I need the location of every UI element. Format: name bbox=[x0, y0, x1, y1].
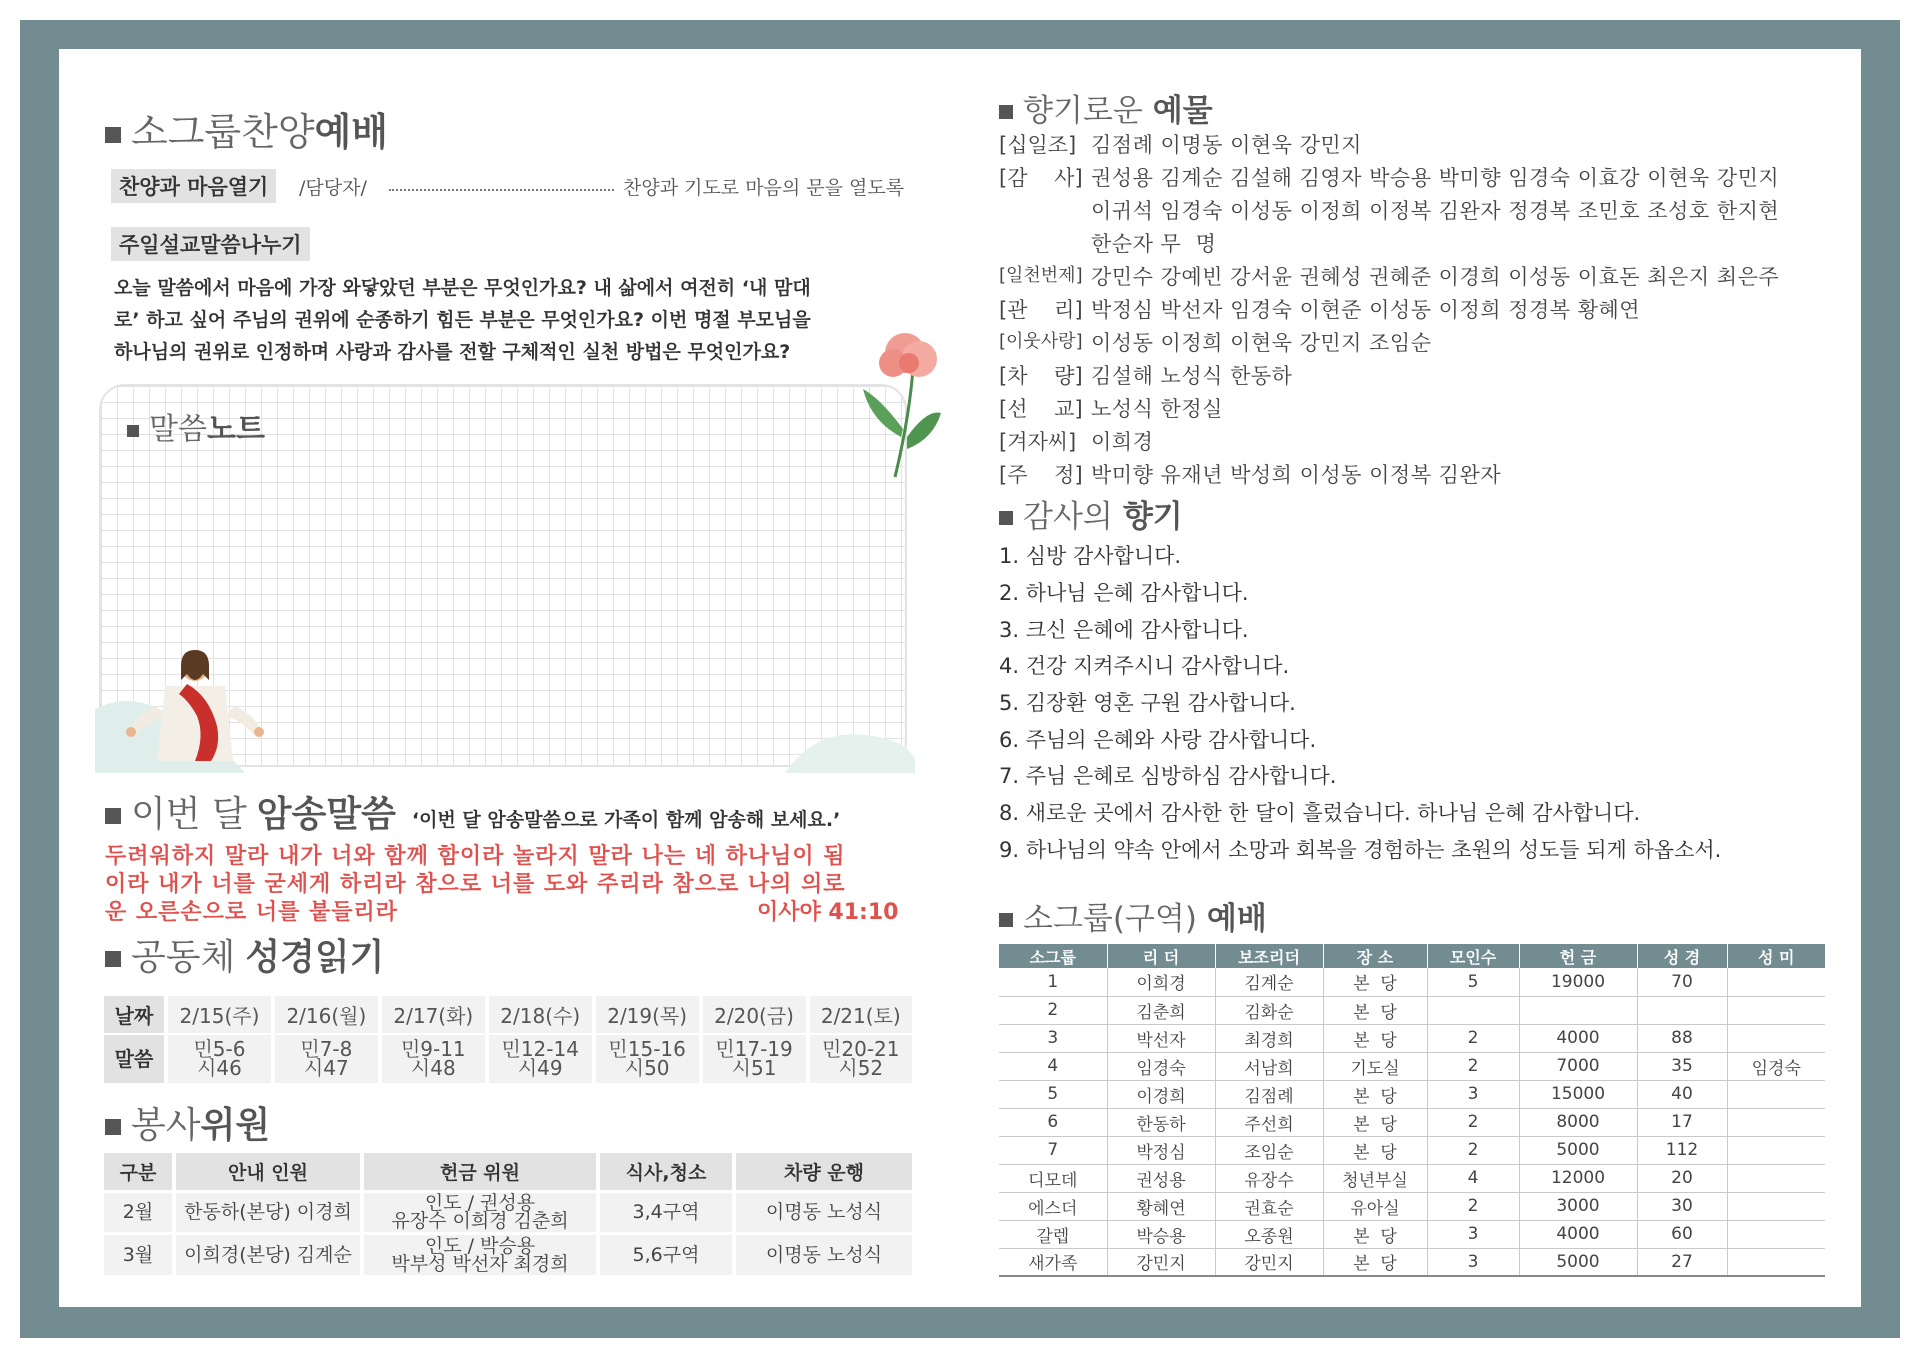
reading-cell bbox=[380, 1034, 487, 1084]
group-subleader: 강민지 bbox=[1215, 1248, 1323, 1276]
group-row bbox=[999, 1108, 1825, 1136]
bible-title-light: 공동체 bbox=[131, 937, 236, 978]
group-leader: 임경숙 bbox=[1107, 1052, 1215, 1080]
sermon-badge: 주일설교말씀나누기 bbox=[111, 227, 310, 261]
group-name: 6 bbox=[999, 1108, 1107, 1136]
group-bible bbox=[1637, 996, 1727, 1024]
group-header: 소그룹 bbox=[999, 944, 1107, 968]
offering-row-thousand bbox=[999, 261, 1779, 291]
group-bible: 17 bbox=[1637, 1108, 1727, 1136]
service-header: 차량 운행 bbox=[734, 1153, 912, 1191]
small-group-table bbox=[999, 944, 1825, 1277]
reading-numbers: 민20-21 bbox=[822, 1037, 900, 1061]
offering-category: [주 정] bbox=[999, 463, 1083, 487]
group-attendance: 3 bbox=[1427, 1080, 1519, 1108]
group-attendance: 3 bbox=[1427, 1220, 1519, 1248]
offering-members: 유장수 이희경 김춘희 bbox=[391, 1210, 569, 1232]
dotted-leader bbox=[389, 189, 614, 191]
service-car: 이명동 노성식 bbox=[734, 1233, 912, 1275]
reading-cell bbox=[487, 1034, 594, 1084]
offering-category: [차 량] bbox=[999, 364, 1083, 388]
offering-row-vehicle bbox=[999, 360, 1292, 390]
offering-category: [감 사] bbox=[999, 166, 1083, 190]
group-header-row bbox=[999, 944, 1825, 968]
praise-badge: 찬양과 마음열기 bbox=[111, 169, 276, 203]
group-leader: 이경희 bbox=[1107, 1080, 1215, 1108]
group-subleader: 서남희 bbox=[1215, 1052, 1323, 1080]
square-bullet-icon bbox=[105, 808, 121, 824]
reading-numbers: 민7-8 bbox=[300, 1037, 353, 1061]
memory-verse-line-3: 운 오른손으로 너를 붙들리라 bbox=[105, 900, 399, 925]
offering-category-spacer bbox=[999, 195, 1091, 225]
group-row bbox=[999, 1248, 1825, 1276]
square-bullet-icon bbox=[127, 425, 139, 437]
reading-date: 2/15(주) bbox=[166, 996, 273, 1034]
service-month: 3월 bbox=[104, 1233, 174, 1275]
group-leader: 한동하 bbox=[1107, 1108, 1215, 1136]
reading-psalm: 시50 bbox=[624, 1056, 670, 1080]
service-section-title bbox=[105, 1097, 270, 1148]
thanks-title-light: 감사의 bbox=[1023, 499, 1113, 535]
thanks-title-bold: 향기 bbox=[1122, 499, 1183, 535]
service-committee-table bbox=[104, 1153, 912, 1275]
group-name: 7 bbox=[999, 1136, 1107, 1164]
offering-row-management bbox=[999, 294, 1640, 324]
group-place: 본 당 bbox=[1323, 1136, 1427, 1164]
offering-names: 김설해 노성식 한동하 bbox=[1091, 364, 1293, 388]
square-bullet-icon bbox=[999, 105, 1013, 119]
offering-members: 박부성 박선자 최경희 bbox=[391, 1252, 569, 1275]
group-attendance: 3 bbox=[1427, 1248, 1519, 1276]
group-name: 3 bbox=[999, 1024, 1107, 1052]
bible-reading-table bbox=[104, 996, 912, 1085]
group-row bbox=[999, 1052, 1825, 1080]
offering-leader: 인도 / 권성용 bbox=[424, 1192, 536, 1214]
discussion-question-3: 하나님의 권위로 인정하며 사랑과 감사를 전할 구체적인 실천 방법은 무엇인가요? bbox=[114, 341, 791, 363]
group-place: 본 당 bbox=[1323, 1024, 1427, 1052]
offering-names: 이성동 이정희 이현욱 강민지 조임순 bbox=[1091, 331, 1432, 355]
reading-numbers: 민5-6 bbox=[193, 1037, 246, 1061]
group-subleader: 최경희 bbox=[1215, 1024, 1323, 1052]
group-attendance: 2 bbox=[1427, 1024, 1519, 1052]
group-offering: 8000 bbox=[1519, 1108, 1637, 1136]
group-place: 유아실 bbox=[1323, 1192, 1427, 1220]
service-car: 이명동 노성식 bbox=[734, 1191, 912, 1233]
offering-names: 이귀석 임경숙 이성동 이정희 이정복 김완자 정경복 조민호 조성호 한지현 bbox=[1091, 199, 1780, 223]
thanks-item: 2. 하나님 은혜 감사합니다. bbox=[999, 581, 1249, 605]
memory-subtitle: ‘이번 달 암송말씀으로 가족이 함께 암송해 보세요.’ bbox=[411, 809, 841, 831]
group-row bbox=[999, 1024, 1825, 1052]
reading-cell bbox=[808, 1034, 912, 1084]
service-row bbox=[104, 1191, 912, 1233]
worship-section-title bbox=[105, 101, 388, 156]
service-title-light: 봉사 bbox=[131, 1105, 201, 1146]
group-bible: 20 bbox=[1637, 1164, 1727, 1192]
thanks-item: 7. 주님 은혜로 심방하심 감사합니다. bbox=[999, 764, 1337, 788]
offering-category: [일천번제] bbox=[999, 265, 1083, 286]
jesus-illustration-icon bbox=[125, 646, 265, 761]
thanks-item: 4. 건강 지켜주시니 감사합니다. bbox=[999, 654, 1290, 678]
offering-leader: 인도 / 박승용 bbox=[424, 1234, 536, 1257]
reading-psalm: 시52 bbox=[838, 1056, 884, 1080]
group-leader: 황혜연 bbox=[1107, 1192, 1215, 1220]
group-place: 본 당 bbox=[1323, 1248, 1427, 1276]
group-rice bbox=[1727, 1220, 1825, 1248]
date-row bbox=[104, 996, 912, 1034]
group-bible: 60 bbox=[1637, 1220, 1727, 1248]
group-leader: 권성용 bbox=[1107, 1164, 1215, 1192]
group-header: 리 더 bbox=[1107, 944, 1215, 968]
group-offering: 5000 bbox=[1519, 1136, 1637, 1164]
discussion-question-1: 오늘 말씀에서 마음에 가장 와닿았던 부분은 무엇인가요? 내 삶에서 여전히 ‘내 맘대 bbox=[114, 277, 811, 299]
group-bible: 27 bbox=[1637, 1248, 1727, 1276]
reading-date: 2/17(화) bbox=[380, 996, 487, 1034]
group-subleader: 김점례 bbox=[1215, 1080, 1323, 1108]
memory-title-bold: 암송말씀 bbox=[256, 794, 396, 835]
thanks-item: 9. 하나님의 약속 안에서 소망과 회복을 경험하는 초원의 성도들 되게 하옵소서. bbox=[999, 838, 1722, 862]
group-place: 청년부실 bbox=[1323, 1164, 1427, 1192]
service-header: 구분 bbox=[104, 1153, 174, 1191]
group-row bbox=[999, 1220, 1825, 1248]
group-header: 성 경 bbox=[1637, 944, 1727, 968]
group-leader: 박정심 bbox=[1107, 1136, 1215, 1164]
reading-date: 2/16(월) bbox=[273, 996, 380, 1034]
thanks-item: 1. 심방 감사합니다. bbox=[999, 544, 1182, 568]
group-offering: 5000 bbox=[1519, 1248, 1637, 1276]
discussion-question-2: 로’ 하고 싶어 주님의 권위에 순종하기 힘든 부분은 무엇인가요? 이번 명절 부모님을 bbox=[114, 309, 811, 331]
group-rice bbox=[1727, 1108, 1825, 1136]
reading-cell bbox=[701, 1034, 808, 1084]
square-bullet-icon bbox=[105, 127, 121, 143]
reading-row bbox=[104, 1034, 912, 1084]
group-header: 모인수 bbox=[1427, 944, 1519, 968]
group-offering: 4000 bbox=[1519, 1220, 1637, 1248]
note-title-bold: 노트 bbox=[206, 412, 265, 447]
group-name: 1 bbox=[999, 968, 1107, 996]
group-header: 성 미 bbox=[1727, 944, 1825, 968]
service-meal: 5,6구역 bbox=[598, 1233, 734, 1275]
group-leader: 강민지 bbox=[1107, 1248, 1215, 1276]
square-bullet-icon bbox=[999, 913, 1013, 927]
praise-description: 찬양과 기도로 마음의 문을 열도록 bbox=[623, 177, 905, 199]
offerings-title-light: 향기로운 bbox=[1023, 93, 1143, 129]
group-attendance: 2 bbox=[1427, 1192, 1519, 1220]
group-row bbox=[999, 1192, 1825, 1220]
offering-names: 권성용 김계순 김설해 김영자 박승용 박미향 임경숙 이효강 이현욱 강민지 bbox=[1091, 166, 1780, 190]
group-bible: 112 bbox=[1637, 1136, 1727, 1164]
reading-date: 2/18(수) bbox=[487, 996, 594, 1034]
group-leader: 박선자 bbox=[1107, 1024, 1215, 1052]
groups-title-bold: 예배 bbox=[1206, 901, 1267, 937]
reading-psalm: 시51 bbox=[731, 1056, 777, 1080]
memory-verse-line-1: 두려워하지 말라 내가 너와 함께 함이라 놀라지 말라 나는 네 하나님이 됨 bbox=[105, 844, 846, 869]
praise-manager: /담당자/ bbox=[299, 177, 367, 199]
group-offering: 12000 bbox=[1519, 1164, 1637, 1192]
groups-section-title bbox=[999, 893, 1267, 938]
square-bullet-icon bbox=[105, 1119, 121, 1135]
group-name: 디모데 bbox=[999, 1164, 1107, 1192]
service-offering bbox=[362, 1233, 598, 1275]
reading-psalm: 시48 bbox=[410, 1056, 456, 1080]
offering-row-weekly bbox=[999, 459, 1501, 489]
group-rice bbox=[1727, 1136, 1825, 1164]
group-place: 본 당 bbox=[1323, 1080, 1427, 1108]
group-rice: 임경숙 bbox=[1727, 1052, 1825, 1080]
offering-names: 노성식 한정실 bbox=[1091, 397, 1223, 421]
service-row bbox=[104, 1233, 912, 1275]
service-header: 안내 인원 bbox=[174, 1153, 362, 1191]
square-bullet-icon bbox=[999, 511, 1013, 525]
group-offering: 7000 bbox=[1519, 1052, 1637, 1080]
thanks-item: 8. 새로운 곳에서 감사한 한 달이 흘렀습니다. 하나님 은혜 감사합니다. bbox=[999, 801, 1641, 825]
reading-psalm: 시49 bbox=[517, 1056, 563, 1080]
reading-psalm: 시46 bbox=[197, 1056, 242, 1080]
service-month: 2월 bbox=[104, 1191, 174, 1233]
service-title-bold: 위원 bbox=[200, 1105, 271, 1146]
offering-row-thanks bbox=[999, 162, 1779, 192]
group-offering: 19000 bbox=[1519, 968, 1637, 996]
offering-row-thanks-cont bbox=[999, 195, 1779, 225]
group-name: 5 bbox=[999, 1080, 1107, 1108]
reading-numbers: 민15-16 bbox=[608, 1037, 686, 1061]
worship-title-light: 소그룹찬양 bbox=[131, 110, 315, 154]
group-row bbox=[999, 1080, 1825, 1108]
group-subleader: 오종원 bbox=[1215, 1220, 1323, 1248]
group-place: 본 당 bbox=[1323, 1220, 1427, 1248]
service-guide: 이희경(본당) 김계순 bbox=[174, 1233, 362, 1275]
group-rice bbox=[1727, 1248, 1825, 1276]
offering-names: 한순자 무 명 bbox=[1091, 232, 1217, 256]
offerings-section-title bbox=[999, 85, 1213, 130]
bulletin-page bbox=[59, 49, 1861, 1307]
date-header: 날짜 bbox=[104, 996, 166, 1034]
group-row bbox=[999, 968, 1825, 996]
offering-names: 김점례 이명동 이현욱 강민지 bbox=[1091, 133, 1362, 157]
offering-category-spacer bbox=[999, 228, 1091, 258]
group-subleader: 주선희 bbox=[1215, 1108, 1323, 1136]
group-offering: 3000 bbox=[1519, 1192, 1637, 1220]
reading-numbers: 민17-19 bbox=[715, 1037, 793, 1061]
service-header: 헌금 위원 bbox=[362, 1153, 598, 1191]
reading-date: 2/21(토) bbox=[808, 996, 912, 1034]
thanks-item: 3. 크신 은혜에 감사합니다. bbox=[999, 618, 1249, 642]
offering-names: 박미향 유재년 박성희 이성동 이정복 김완자 bbox=[1091, 463, 1502, 487]
offering-names: 이희경 bbox=[1091, 430, 1154, 454]
memory-title-light: 이번 달 bbox=[131, 794, 247, 835]
offering-row-thanks-cont bbox=[999, 228, 1216, 258]
offering-names: 강민수 강예빈 강서윤 권혜성 권혜준 이경희 이성동 이효돈 최은지 최은주 bbox=[1091, 265, 1780, 289]
memory-verse-reference: 이사야 41:10 bbox=[757, 900, 899, 925]
group-leader: 이희경 bbox=[1107, 968, 1215, 996]
service-header: 식사,청소 bbox=[598, 1153, 734, 1191]
group-table-body bbox=[999, 968, 1825, 1276]
group-subleader: 권효순 bbox=[1215, 1192, 1323, 1220]
reading-cell bbox=[166, 1034, 273, 1084]
group-name: 갈렙 bbox=[999, 1220, 1107, 1248]
group-rice bbox=[1727, 1192, 1825, 1220]
reading-date: 2/19(목) bbox=[594, 996, 701, 1034]
group-rice bbox=[1727, 968, 1825, 996]
group-row bbox=[999, 1164, 1825, 1192]
square-bullet-icon bbox=[105, 951, 121, 967]
group-row bbox=[999, 1136, 1825, 1164]
offerings-title-bold: 예물 bbox=[1152, 93, 1213, 129]
thanks-item: 6. 주님의 은혜와 사랑 감사합니다. bbox=[999, 728, 1317, 752]
group-leader: 박승용 bbox=[1107, 1220, 1215, 1248]
offering-row-neighbor bbox=[999, 327, 1432, 357]
group-offering bbox=[1519, 996, 1637, 1024]
group-subleader: 김화순 bbox=[1215, 996, 1323, 1024]
group-leader: 김춘희 bbox=[1107, 996, 1215, 1024]
group-attendance: 4 bbox=[1427, 1164, 1519, 1192]
offering-names: 박정심 박선자 임경숙 이현준 이성동 이정희 정경복 황혜연 bbox=[1091, 298, 1641, 322]
service-header-row bbox=[104, 1153, 912, 1191]
group-attendance: 2 bbox=[1427, 1108, 1519, 1136]
offering-category: [겨자씨] bbox=[999, 430, 1077, 454]
group-rice bbox=[1727, 1024, 1825, 1052]
group-rice bbox=[1727, 996, 1825, 1024]
service-guide: 한동하(본당) 이경희 bbox=[174, 1191, 362, 1233]
reading-cell bbox=[273, 1034, 380, 1084]
reading-cell bbox=[594, 1034, 701, 1084]
offering-row-mustard bbox=[999, 426, 1153, 456]
group-attendance: 2 bbox=[1427, 1052, 1519, 1080]
group-bible: 88 bbox=[1637, 1024, 1727, 1052]
group-attendance: 5 bbox=[1427, 968, 1519, 996]
group-subleader: 유장수 bbox=[1215, 1164, 1323, 1192]
offering-category: [관 리] bbox=[999, 298, 1083, 322]
group-place: 기도실 bbox=[1323, 1052, 1427, 1080]
group-header: 보조리더 bbox=[1215, 944, 1323, 968]
reading-psalm: 시47 bbox=[303, 1056, 349, 1080]
offering-category: [선 교] bbox=[999, 397, 1083, 421]
group-attendance bbox=[1427, 996, 1519, 1024]
reading-numbers: 민9-11 bbox=[400, 1037, 466, 1061]
note-title-light: 말씀 bbox=[149, 412, 207, 447]
group-header: 장 소 bbox=[1323, 944, 1427, 968]
group-bible: 40 bbox=[1637, 1080, 1727, 1108]
groups-title-light: 소그룹(구역) bbox=[1023, 901, 1197, 937]
group-name: 에스더 bbox=[999, 1192, 1107, 1220]
group-name: 4 bbox=[999, 1052, 1107, 1080]
memory-section-title bbox=[105, 786, 840, 837]
service-meal: 3,4구역 bbox=[598, 1191, 734, 1233]
group-rice bbox=[1727, 1080, 1825, 1108]
group-name: 새가족 bbox=[999, 1248, 1107, 1276]
group-row bbox=[999, 996, 1825, 1024]
thanks-item: 5. 김장환 영혼 구원 감사합니다. bbox=[999, 691, 1296, 715]
memory-verse-line-2: 이라 내가 너를 굳세게 하리라 참으로 너를 도와 주리라 참으로 나의 의로 bbox=[105, 872, 846, 897]
offering-category: [이웃사랑] bbox=[999, 331, 1083, 352]
reading-date: 2/20(금) bbox=[701, 996, 808, 1034]
note-title bbox=[127, 404, 265, 448]
group-bible: 35 bbox=[1637, 1052, 1727, 1080]
group-bible: 30 bbox=[1637, 1192, 1727, 1220]
bible-section-title bbox=[105, 929, 384, 980]
reading-header: 말씀 bbox=[104, 1034, 166, 1084]
group-bible: 70 bbox=[1637, 968, 1727, 996]
offering-category: [십일조] bbox=[999, 133, 1077, 157]
service-offering bbox=[362, 1191, 598, 1233]
group-place: 본 당 bbox=[1323, 1108, 1427, 1136]
group-offering: 15000 bbox=[1519, 1080, 1637, 1108]
group-subleader: 조임순 bbox=[1215, 1136, 1323, 1164]
group-offering: 4000 bbox=[1519, 1024, 1637, 1052]
offering-row-tithe bbox=[999, 129, 1362, 159]
bible-title-bold: 성경읽기 bbox=[245, 937, 385, 978]
group-name: 2 bbox=[999, 996, 1107, 1024]
flower-icon bbox=[851, 329, 947, 479]
reading-numbers: 민12-14 bbox=[501, 1037, 579, 1061]
thanks-section-title bbox=[999, 491, 1183, 536]
worship-title-bold: 예배 bbox=[314, 110, 388, 154]
group-subleader: 김계순 bbox=[1215, 968, 1323, 996]
group-place: 본 당 bbox=[1323, 996, 1427, 1024]
group-header: 헌 금 bbox=[1519, 944, 1637, 968]
group-place: 본 당 bbox=[1323, 968, 1427, 996]
offering-row-mission bbox=[999, 393, 1223, 423]
group-attendance: 2 bbox=[1427, 1136, 1519, 1164]
group-rice bbox=[1727, 1164, 1825, 1192]
